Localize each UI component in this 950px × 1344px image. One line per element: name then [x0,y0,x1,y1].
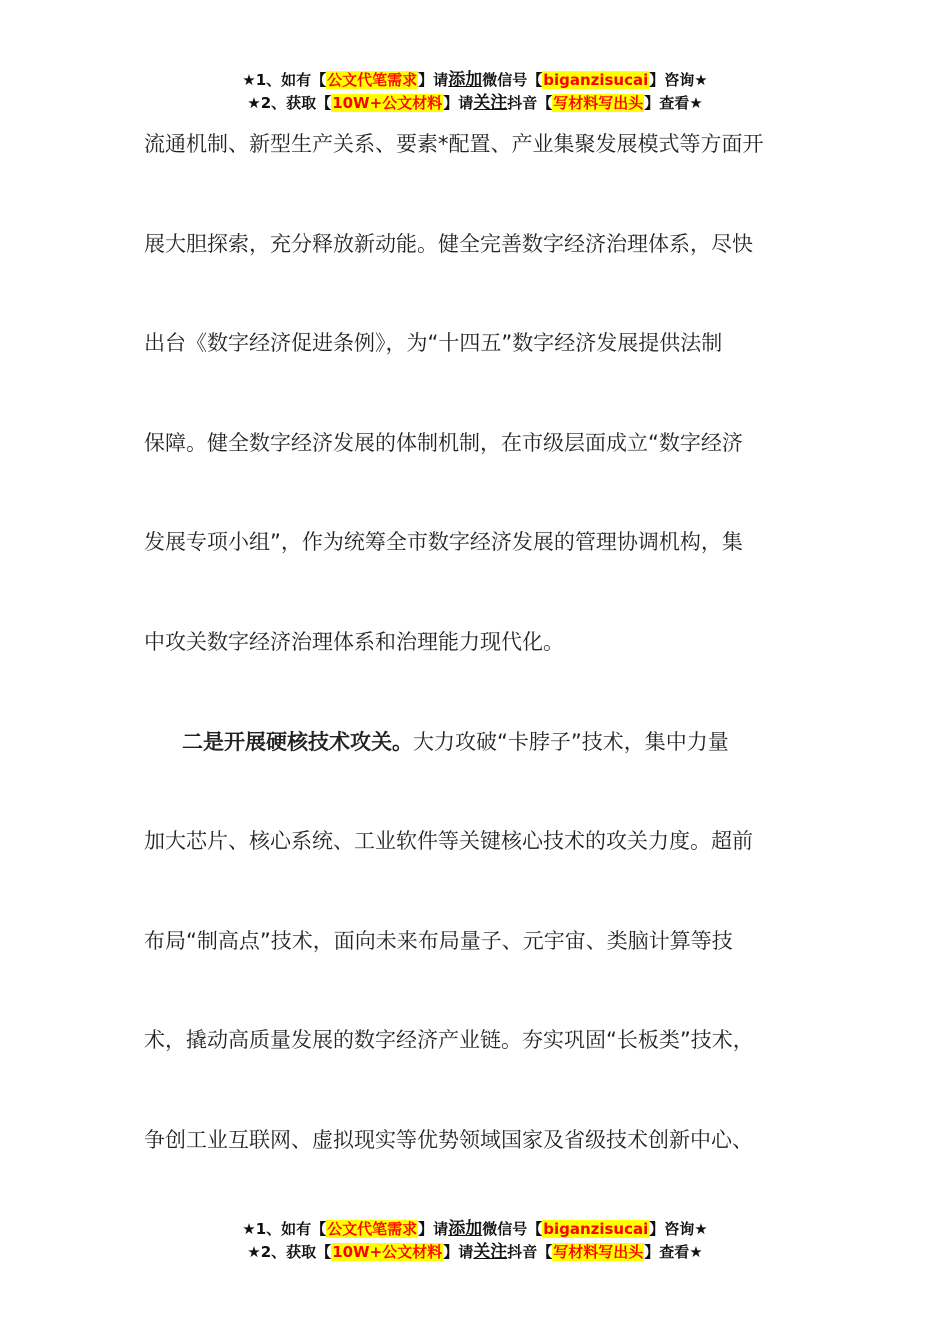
highlight-materials: 10W+公文材料 [332,94,443,112]
text-line: 争创工业互联网、虚拟现实等优势领域国家及省级技术创新中心、 [144,1127,753,1152]
text-line: 加大芯片、核心系统、工业软件等关键核心技术的攻关力度。超前 [144,829,753,854]
text-line: 出台《数字经济促进条例》，为“十四五”数字经济发展提供法制 [144,331,723,356]
highlight-douyin-account: 写材料写出头 [553,94,644,112]
emphasis-add: 添加 [448,1219,483,1239]
banner-line-1 [0,1218,950,1241]
emphasis-follow: 关注 [473,93,508,113]
banner-text: 抖音【 [507,1243,553,1261]
banner-text: 微信号【 [482,1220,543,1238]
banner-text: 】请 [418,71,449,89]
paragraph-heading-line [144,720,824,820]
header-banner [0,69,950,115]
text-line: 流通机制、新型生产关系、要素*配置、产业集聚发展模式等方面开 [144,132,764,156]
text-line: 展大胆探索，充分释放新动能。健全完善数字经济治理体系，尽快 [144,231,753,256]
highlight-service: 公文代笔需求 [327,1220,418,1238]
banner-text: 】查看★ [644,94,703,112]
banner-text: ★2、获取【 [247,94,332,112]
banner-line-2 [0,92,950,115]
banner-text: 】请 [443,1243,474,1261]
text-line: 中攻关数字经济治理体系和治理能力现代化。 [144,629,564,654]
banner-text: ★1、如有【 [242,71,327,89]
text-line: 保障。健全数字经济发展的体制机制，在市级层面成立“数字经济 [144,430,743,455]
text-line: 术，撬动高质量发展的数字经济产业链。夯实巩固“长板类”技术， [144,1028,754,1053]
emphasis-add: 添加 [448,70,483,90]
highlight-service: 公文代笔需求 [327,71,418,89]
banner-line-2 [0,1241,950,1264]
banner-text: ★2、获取【 [247,1243,332,1261]
text-run: 大力攻破“卡脖子”技术，集中力量 [413,729,729,754]
highlight-wechat-id: biganzisucai [543,1220,649,1238]
banner-text: 】咨询★ [649,1220,708,1238]
banner-line-1 [0,69,950,92]
highlight-materials: 10W+公文材料 [332,1243,443,1261]
banner-text: 】请 [443,94,474,112]
banner-text: 抖音【 [507,94,553,112]
text-line: 发展专项小组”，作为统筹全市数字经济发展的管理协调机构，集 [144,530,743,555]
highlight-wechat-id: biganzisucai [543,71,649,89]
banner-text: ★1、如有【 [242,1220,327,1238]
section-heading: 二是开展硬核技术攻关。 [182,729,413,754]
banner-text: 】查看★ [644,1243,703,1261]
footer-banner [0,1218,950,1264]
document-body [144,122,824,1218]
banner-text: 】请 [418,1220,449,1238]
text-line: 布局“制高点”技术，面向未来布局量子、元宇宙、类脑计算等技 [144,928,733,953]
highlight-douyin-account: 写材料写出头 [553,1243,644,1261]
emphasis-follow: 关注 [473,1242,508,1262]
banner-text: 微信号【 [482,71,543,89]
banner-text: 】咨询★ [649,71,708,89]
